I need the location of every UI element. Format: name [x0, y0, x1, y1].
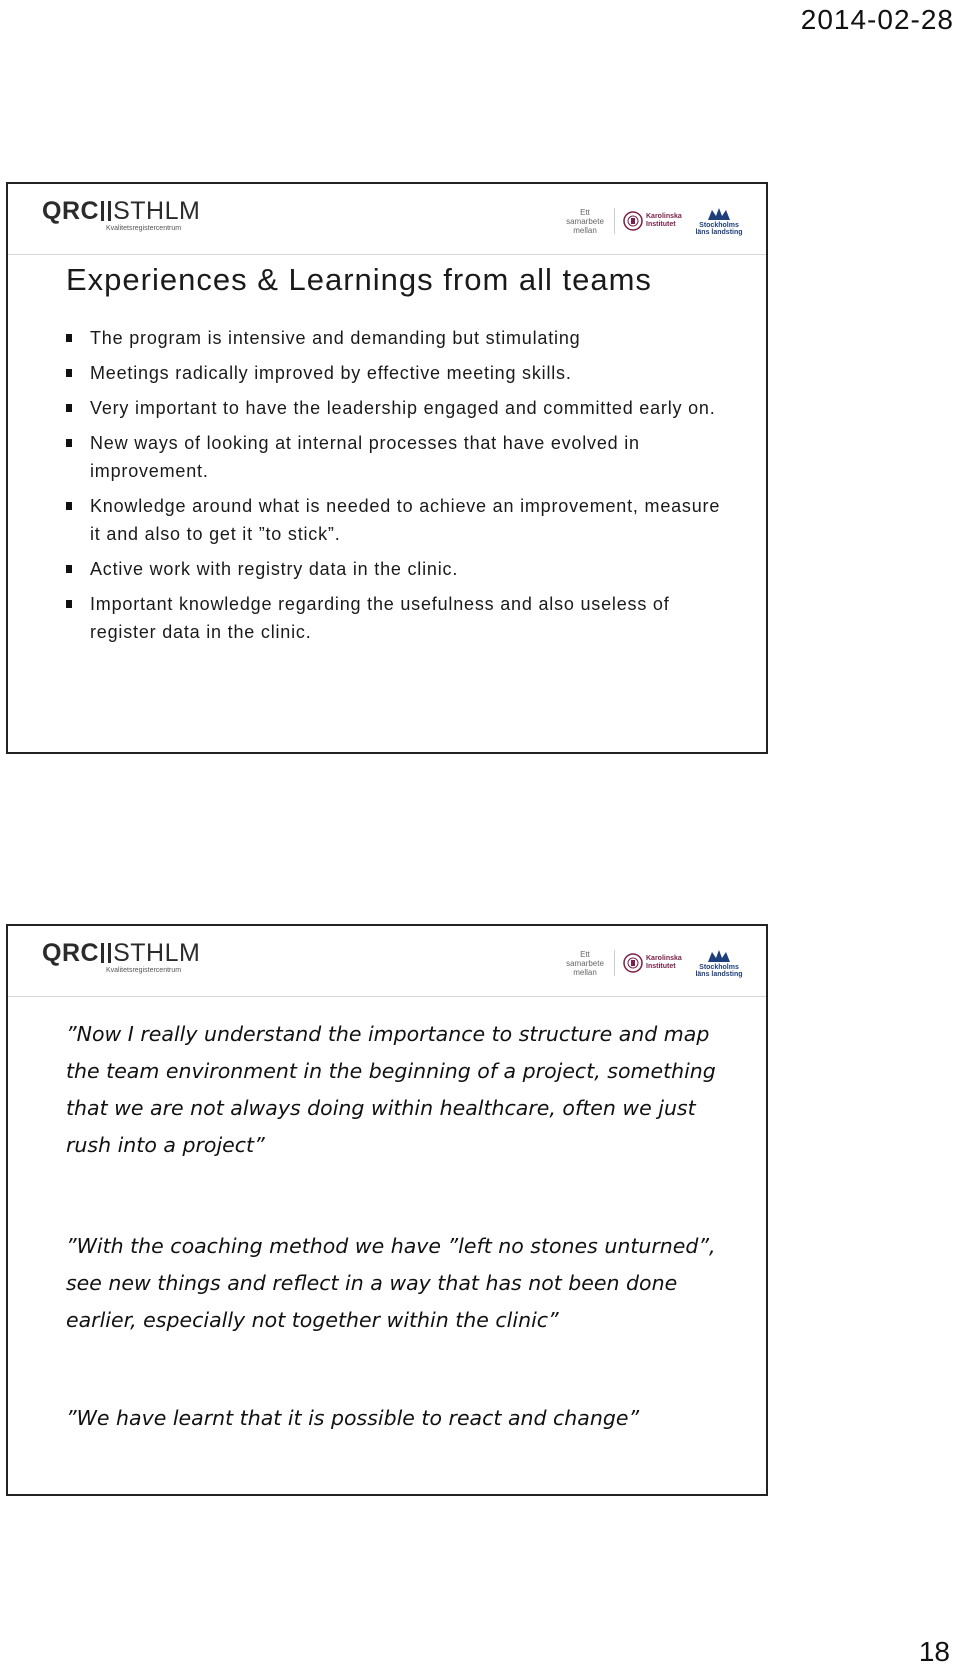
slide-header: [8, 184, 766, 255]
sll-logo: [694, 206, 744, 236]
page-date: 2014-02-28: [800, 4, 954, 35]
quote-3: ”We have learnt that it is possible to react and change”: [66, 1406, 640, 1430]
bullet-text: Very important to have the leadership engaged and committed early on.: [90, 398, 716, 418]
karolinska-logo: [623, 210, 686, 232]
qrc-sthlm-logo: [42, 940, 200, 974]
partner-logos: [564, 948, 744, 978]
karolinska-logo: [623, 952, 686, 974]
logo-sthlm-text: STHLM: [113, 939, 201, 967]
bullet-text: Knowledge around what is needed to achieve an improvement, measure it and also to get it ”to stick”.: [90, 496, 721, 544]
quote-1: ”Now I really understand the importance to structure and map the team environment in the beginning of a project, something that we are not always doing within healthcare, often we just rush into a project”: [66, 1022, 716, 1157]
partner-cooperation-text: Ett samarbete mellan: [566, 207, 604, 235]
bullet-list: [62, 324, 722, 653]
sll-logo: [694, 948, 744, 978]
karolinska-text: Karolinska Institutet: [646, 955, 682, 970]
list-item: [62, 324, 722, 352]
bullet-text: Active work with registry data in the clinic.: [90, 559, 459, 579]
list-item: [62, 359, 722, 387]
bullet-square-icon: [66, 502, 72, 510]
list-item: [62, 492, 722, 548]
karolinska-seal-icon: [623, 952, 643, 974]
bullet-square-icon: [66, 334, 72, 342]
logo-bars-icon: [101, 201, 111, 221]
bullet-text: The program is intensive and demanding but stimulating: [90, 328, 581, 348]
sll-text: Stockholms läns landsting: [695, 222, 743, 236]
partner-divider: [614, 950, 615, 976]
bullet-square-icon: [66, 439, 72, 447]
logo-qrc-text: QRC: [42, 197, 100, 225]
logo-bars-icon: [101, 943, 111, 963]
page-number: 18: [918, 1636, 950, 1667]
sll-crown-icon: [706, 948, 732, 964]
logo-qrc-text: QRC: [42, 939, 100, 967]
slide-2: [6, 924, 768, 1496]
quote-2: ”With the coaching method we have ”left no stones unturned”, see new things and reflect in a way that has not been done earlier, especially not together within the clinic”: [66, 1234, 716, 1332]
list-item: [62, 394, 722, 422]
partner-divider: [614, 208, 615, 234]
bullet-square-icon: [66, 404, 72, 412]
karolinska-seal-icon: [623, 210, 643, 232]
sll-crown-icon: [706, 206, 732, 222]
logo-sthlm-text: STHLM: [113, 197, 201, 225]
slide-title: Experiences & Learnings from all teams: [66, 262, 652, 297]
bullet-text: Important knowledge regarding the usefulness and also useless of register data in the clinic.: [90, 594, 670, 642]
logo-subtitle: Kvalitetsregistercentrum: [106, 225, 182, 232]
slide-header: [8, 926, 766, 997]
bullet-text: Meetings radically improved by effective meeting skills.: [90, 363, 572, 383]
bullet-text: New ways of looking at internal processes that have evolved in improvement.: [90, 433, 640, 481]
bullet-square-icon: [66, 369, 72, 377]
list-item: [62, 429, 722, 485]
bullet-square-icon: [66, 565, 72, 573]
qrc-sthlm-logo: [42, 198, 200, 232]
sll-text: Stockholms läns landsting: [695, 964, 743, 978]
logo-subtitle: Kvalitetsregistercentrum: [106, 967, 182, 974]
list-item: [62, 590, 722, 646]
partner-logos: [564, 206, 744, 236]
karolinska-text: Karolinska Institutet: [646, 213, 682, 228]
bullet-square-icon: [66, 600, 72, 608]
list-item: [62, 555, 722, 583]
slide-1: [6, 182, 768, 754]
partner-cooperation-text: Ett samarbete mellan: [566, 949, 604, 977]
